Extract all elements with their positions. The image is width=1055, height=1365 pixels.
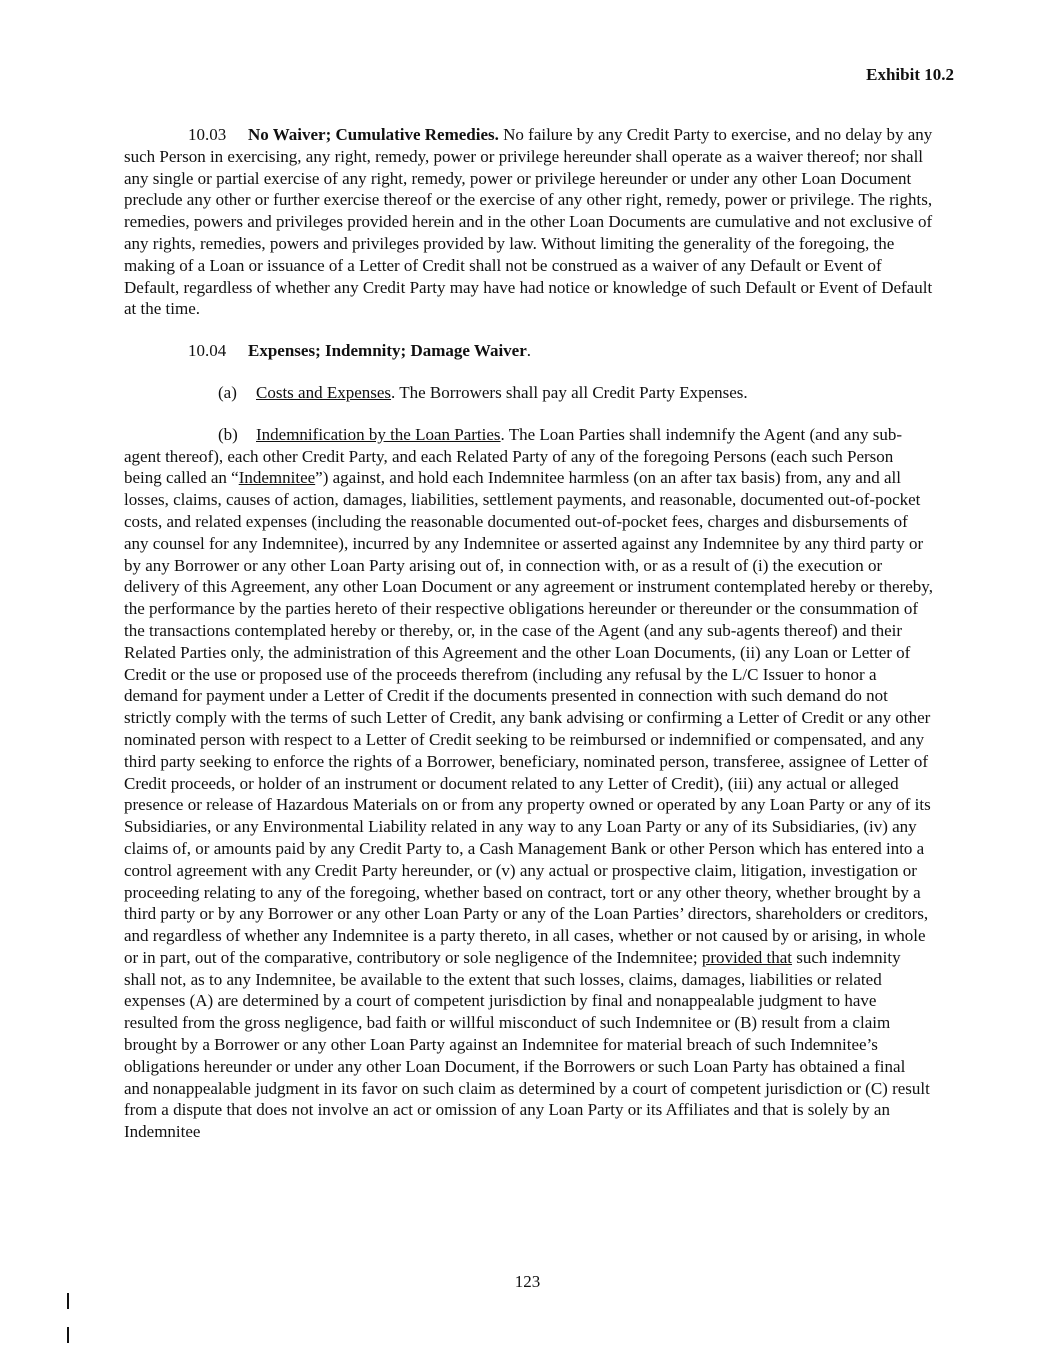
section-10-03 (124, 124, 934, 320)
subsection-b (124, 424, 934, 1143)
subsection-body: . The Borrowers shall pay all Credit Party Expenses. (391, 382, 748, 402)
proviso-term: provided that (701, 947, 792, 967)
subsection-body-part3: such indemnity shall not, as to any Indemnitee, be available to the extent that such losses, claims, damages, liabilities or related expenses (A) are determined by a court of competent jurisdiction by final and nonappealable judgment to have resulted from the gross negligence, bad faith or willful misconduct of such Indemnitee or (B) result from a claim brought by a Borrower or any other Loan Party against an Indemnitee for material breach of such Indemnitee’s obligations hereunder or under any other Loan Document, if the Borrowers or such Loan Party has obtained a final and nonappealable judgment in its favor on such claim as determined by a court of competent jurisdiction or (C) result from a dispute that does not involve an act or omission of any Loan Party or its Affiliates and that is solely by an Indemnitee (124, 947, 930, 1142)
margin-bar (67, 1327, 69, 1343)
subsection-a (124, 382, 934, 404)
section-heading: No Waiver; Cumulative Remedies. (248, 125, 499, 144)
section-number: 10.03 (188, 125, 227, 144)
subsection-title: Costs and Expenses (256, 382, 392, 402)
subsection-body-part1: . The Loan Parties shall indemnify the Agent (and any sub-agent thereof), each other Credit Party, and each Related Party of any of the foregoing Persons (each such Person being called an “ (124, 424, 903, 488)
subsection-label: (b) (218, 424, 238, 444)
section-body: No failure by any Credit Party to exercise, and no delay by any such Person in exercising, any right, remedy, power or privilege hereunder shall operate as a waiver thereof; nor shall any single or partial exercise of any right, remedy, power or privilege hereunder or under any other Loan Document preclude any other or further exercise thereof or the exercise of any other right, remedy, power or privilege. The rights, remedies, powers and privileges provided herein and in the other Loan Documents are cumulative and not exclusive of any rights, remedies, powers and privileges provided by law. Without limiting the generality of the foregoing, the making of a Loan or issuance of a Letter of Credit shall not be construed as a waiver of any Default or Event of Default, regardless of whether any Credit Party may have had notice or knowledge of such Default or Event of Default at the time. (124, 125, 933, 319)
section-number: 10.04 (188, 341, 227, 361)
document-body (124, 124, 934, 1143)
defined-term: Indemnitee (238, 468, 316, 488)
page-number: 123 (514, 1272, 541, 1291)
subsection-title: Indemnification by the Loan Parties (256, 424, 501, 444)
subsection-label: (a) (218, 382, 237, 402)
section-10-04 (124, 340, 934, 362)
subsection-body-part2: ”) against, and hold each Indemnitee harmless (on an after tax basis) from, any and all losses, claims, causes of action, damages, liabilities, settlement payments, and reasonable, documented out-of-pocket costs, and related expenses (including the reasonable documented out-of-pocket fees, charges and disbursements of any counsel for any Indemnitee), incurred by any Indemnitee or asserted against any Indemnitee by any third party or by any Borrower or any other Loan Party arising out of, in connection with, or as a result of (i) the execution or delivery of this Agreement, any other Loan Document or any agreement or instrument contemplated hereby or thereby, the performance by the parties hereto of their respective obligations hereunder or thereunder or the consummation of the transactions contemplated hereby or thereby, or, in the case of the Agent (and any sub-agents thereof) and their Related Parties only, the administration of this Agreement and the other Loan Documents, (ii) any Loan or Letter of Credit or the use or proposed use of the proceeds therefrom (including any refusal by the L/C Issuer to honor a demand for payment under a Letter of Credit if the documents presented in connection with such demand do not strictly comply with the terms of such Letter of Credit, any bank advising or confirming a Letter of Credit or any other nominated person with respect to a Letter of Credit seeking to be reimbursed or indemnified or compensated, and any third party seeking to enforce the rights of a Borrower, beneficiary, nominated person, transferee, assignee of Letter of Credit proceeds, or holder of an instrument or document related to any Letter of Credit), (iii) any actual or alleged presence or release of Hazardous Materials on or from any property owned or operated by any Loan Party or any of its Subsidiaries, or any Environmental Liability related in any way to any Loan Party or any of its Subsidiaries, (iv) any claims of, or amounts paid by any Credit Party to, a Cash Management Bank or other Person which has entered into a control agreement with any Credit Party hereunder, or (v) any actual or prospective claim, litigation, investigation or proceeding relating to any of the foregoing, whether based on contract, tort or any other theory, whether brought by a third party or by any Borrower or any other Loan Party or any of the Loan Parties’ directors, shareholders or creditors, and regardless of whether any Indemnitee is a party thereto, in all cases, whether or not caused by or arising, in whole or in part, out of the comparative, contributory or sole negligence of the Indemnitee; (124, 468, 933, 967)
section-heading: Expenses; Indemnity; Damage Waiver (248, 341, 527, 361)
exhibit-label: Exhibit 10.2 (866, 65, 954, 84)
margin-bar (67, 1293, 69, 1309)
section-heading-end: . (526, 341, 532, 361)
